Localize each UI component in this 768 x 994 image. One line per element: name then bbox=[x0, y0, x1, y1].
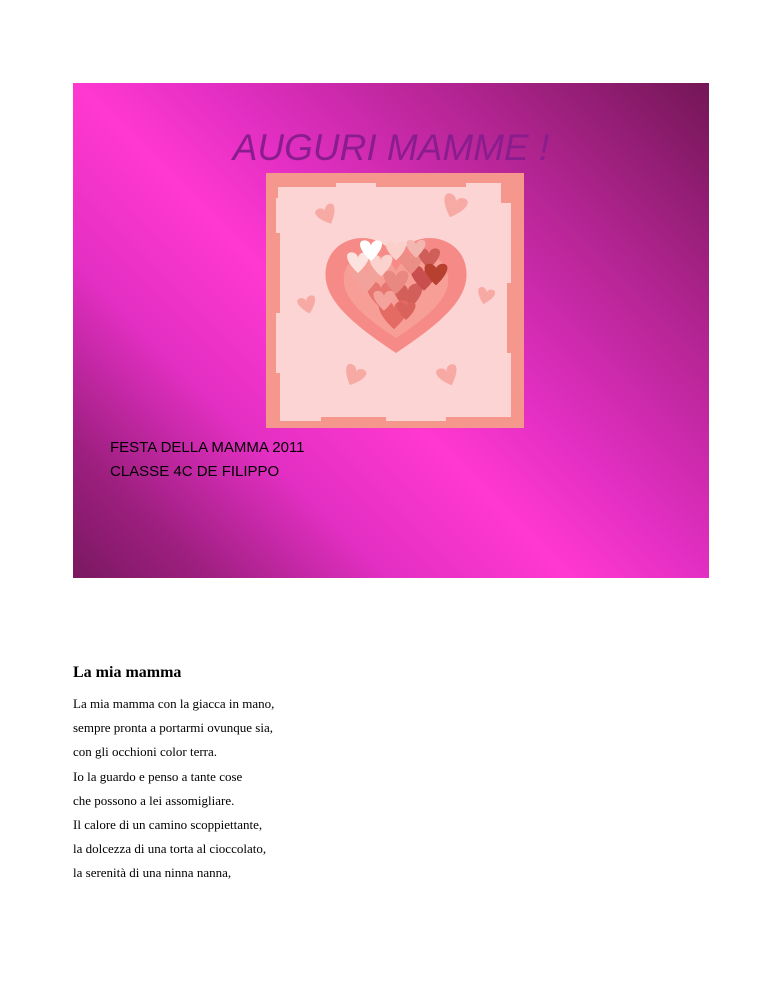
poem-line: Il calore di un camino scoppiettante, bbox=[73, 816, 263, 832]
poem-line: sempre pronta a portarmi ovunque sia, bbox=[73, 720, 273, 736]
slide-title: AUGURI MAMME ! bbox=[232, 127, 550, 168]
class-caption: CLASSE 4C DE FILIPPO bbox=[110, 463, 280, 480]
heart-card-icon bbox=[266, 173, 524, 428]
poem-line: la dolcezza di una torta al cioccolato, bbox=[73, 841, 267, 857]
festival-caption: FESTA DELLA MAMMA 2011 bbox=[110, 439, 305, 456]
poem-title: La mia mamma bbox=[73, 664, 182, 681]
poem-line: Io la guardo e penso a tante cose bbox=[73, 768, 243, 784]
title-slide bbox=[73, 83, 709, 578]
poem-lines bbox=[73, 692, 274, 886]
poem-line: che possono a lei assomigliare. bbox=[73, 792, 235, 808]
poem-line: la serenità di una ninna nanna, bbox=[73, 865, 232, 881]
poem-line: con gli occhioni color terra. bbox=[73, 744, 218, 760]
poem-line: La mia mamma con la giacca in mano, bbox=[73, 696, 275, 711]
